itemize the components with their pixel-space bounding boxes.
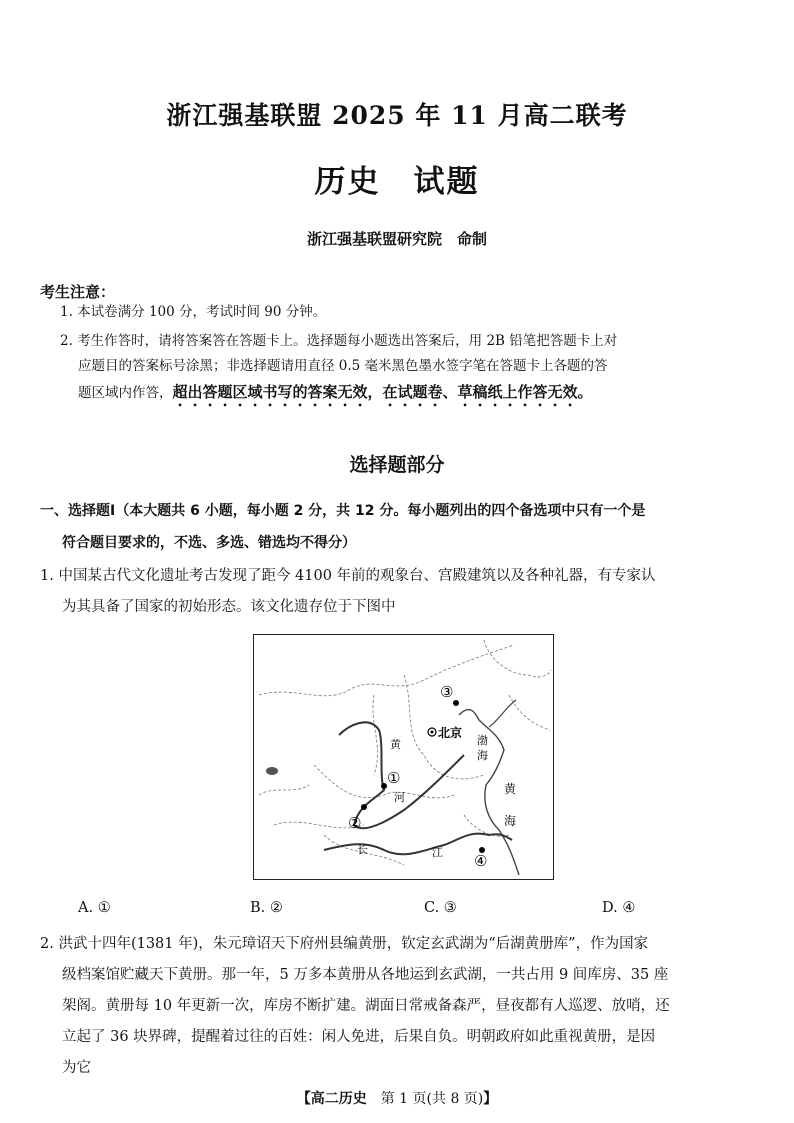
q2-line-5: 为它 (62, 1060, 91, 1076)
notice-item-2-line-2: 应题目的答案标号涂黑；非选择题请用直径 0.5 毫米黑色墨水签字笔在答题卡上各题的答 (78, 358, 608, 374)
q2-line-3: 架阁。黄册每 10 年更新一次，库房不断扩建。湖面日常戒备森严，昼夜都有人巡逻、放哨，还 (62, 998, 670, 1014)
map-marker-4: ④ (474, 852, 488, 870)
notice-item-2-line-3 (78, 379, 593, 410)
maker-line: 浙江强基联盟研究院 命制 (306, 230, 487, 248)
page-footer (0, 1088, 794, 1108)
map-label-huanghai-2: 海 (504, 814, 517, 828)
map-label-chang: 长 (357, 843, 368, 856)
notice-item-2-line-3-prefix: 题区域内作答， (78, 385, 173, 401)
notice-item-2-line-1: 2. 考生作答时，请将答案答在答题卡上。选择题每小题选出答案后，用 2B 铅笔把答题卡上对 (60, 333, 618, 349)
map-marker-1: ① (387, 769, 401, 787)
map-borders (259, 640, 551, 865)
map-marker-3: ③ (440, 683, 454, 701)
map-label-bohai-2: 海 (477, 749, 488, 762)
section-title: 选择题部分 (349, 454, 445, 476)
map-marker-2: ② (348, 814, 362, 832)
map-svg (254, 635, 552, 878)
subject-title: 历史 试题 (314, 164, 480, 200)
q1-option-a[interactable]: A. ① (78, 900, 111, 916)
footer-page: 第 1 页(共 8 页) (380, 1091, 484, 1107)
q1-option-b[interactable]: B. ② (250, 900, 283, 916)
map-label-huanghai-1: 黄 (504, 782, 517, 796)
part1-instruction-line-1: 一、选择题Ⅰ（本大题共 6 小题，每小题 2 分，共 12 分。每小题列出的四个备选项中只有一个是 (40, 503, 646, 519)
marker-3-dot (453, 700, 459, 706)
map-label-beijing: 北京 (438, 726, 463, 740)
notice-item-1: 1. 本试卷满分 100 分，考试时间 90 分钟。 (60, 304, 327, 320)
footer-left: 【高二历史 (296, 1091, 381, 1107)
notice-heading: 考生注意： (40, 283, 116, 301)
q1-line-2: 为其具备了国家的初始形态。该文化遗存位于下图中 (62, 599, 396, 615)
q2-line-2: 级档案馆贮藏天下黄册。那一年，5 万多本黄册从各地运到玄武湖，一共占用 9 间库房、35 座 (62, 967, 669, 983)
exam-title: 浙江强基联盟 2025 年 11 月高二联考 (166, 101, 628, 130)
footer-right: 】 (483, 1091, 498, 1107)
map-label-bohai-1: 渤 (477, 734, 488, 747)
marker-2-dot (361, 804, 367, 810)
q1-map (253, 634, 554, 880)
q1-option-c[interactable]: C. ③ (424, 900, 457, 916)
notice-emphasis: 超出答题区域书写的答案无效，在试题卷、草稿纸上作答无效。 (172, 383, 593, 401)
q2-line-1: 2. 洪武十四年(1381 年)，朱元璋诏天下府州县编黄册，钦定玄武湖为“后湖黄册库”，作为国家 (40, 936, 649, 952)
q1-option-d[interactable]: D. ④ (602, 900, 636, 916)
map-label-huang: 黄 (390, 738, 401, 751)
map-label-jiang: 江 (432, 846, 443, 859)
q2-line-4: 立起了 36 块界碑，提醒着过往的百姓：闲人免进，后果自负。明朝政府如此重视黄册，是因 (62, 1029, 656, 1045)
map-label-he: 河 (394, 791, 405, 804)
lake-shape (266, 767, 278, 775)
part1-instruction-line-2: 符合题目要求的，不选、多选、错选均不得分） (62, 535, 356, 551)
q1-line-1: 1. 中国某古代文化遗址考古发现了距今 4100 年前的观象台、宫殿建筑以及各种礼器，有专家认 (40, 568, 656, 584)
